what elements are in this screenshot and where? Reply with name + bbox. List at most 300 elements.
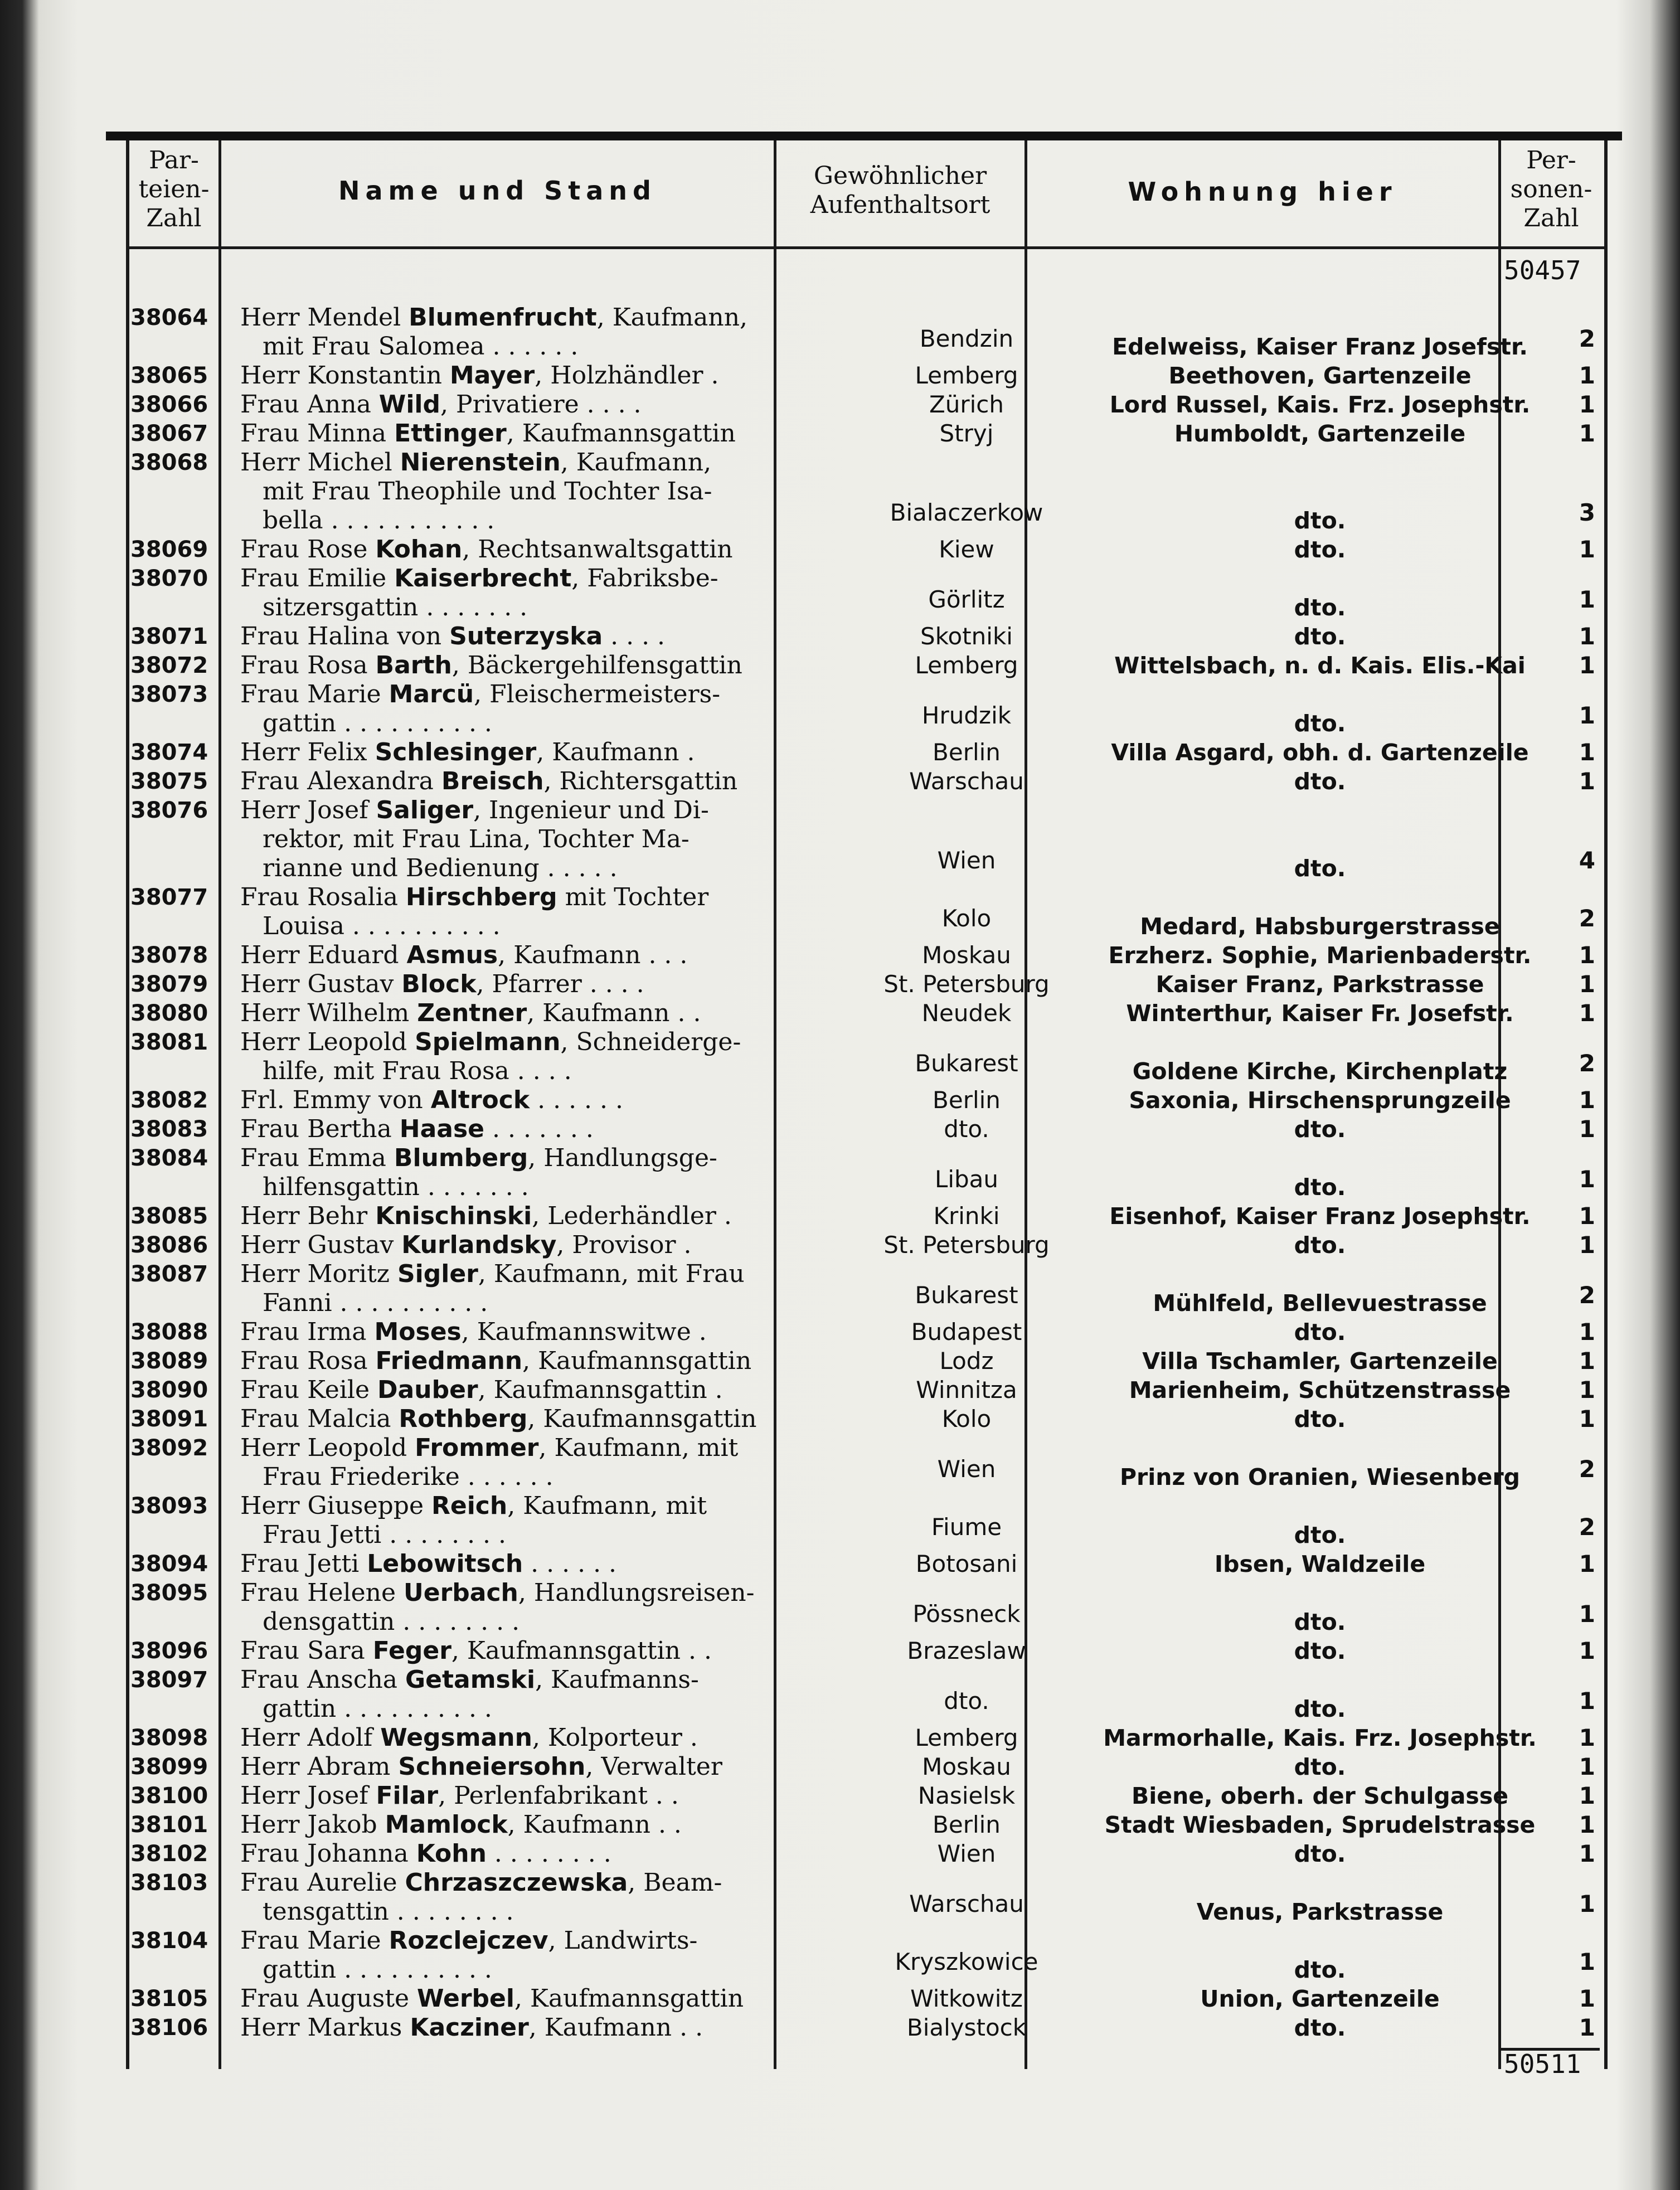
lodging-address: Venus, Parkstrasse (1196, 1898, 1444, 1925)
table-row (126, 1202, 1604, 1231)
persons-count: 1 (1579, 768, 1595, 795)
party-number: 38103 (130, 1870, 208, 1896)
party-number: 38077 (130, 885, 208, 910)
usual-residence: Warschau (909, 768, 1024, 795)
usual-residence: St. Petersburg (883, 1231, 1050, 1259)
party-number: 38104 (130, 1928, 208, 1954)
party-number: 38101 (130, 1812, 208, 1838)
party-number: 38087 (130, 1261, 208, 1287)
guest-title: Frau Anscha (240, 1665, 406, 1694)
guest-surname: Filar (376, 1781, 439, 1810)
persons-count: 1 (1579, 1890, 1595, 1917)
guest-occupation: , Kaufmann . . (527, 999, 701, 1027)
lodging-address: dto. (1294, 855, 1346, 882)
table-row (126, 1347, 1604, 1376)
persons-count: 2 (1579, 1281, 1595, 1309)
guest-title: Frau Johanna (240, 1839, 416, 1868)
party-number: 38099 (130, 1754, 208, 1780)
guest-occupation: , Richtersgattin (543, 767, 738, 795)
lodging-address: dto. (1294, 1638, 1346, 1664)
table-row (126, 390, 1604, 419)
name-continuation: hilfe, mit Frau Rosa . . . . (263, 1057, 572, 1085)
lodging-address: Villa Asgard, obh. d. Gartenzeile (1111, 739, 1529, 766)
persons-count: 1 (1579, 586, 1595, 613)
guest-occupation: , Kaufmann . (536, 738, 695, 766)
name-continuation: gattin . . . . . . . . . . (263, 1694, 492, 1723)
guest-title: Frau Rose (240, 535, 376, 564)
header-rule (126, 246, 1604, 249)
persons-count: 2 (1579, 905, 1595, 932)
table-row (126, 1723, 1604, 1752)
lodging-address: Mühlfeld, Bellevuestrasse (1153, 1290, 1487, 1317)
lodging-address: Goldene Kirche, Kirchenplatz (1132, 1058, 1508, 1085)
persons-count: 1 (1579, 1687, 1595, 1715)
guest-title: Herr Felix (240, 738, 375, 766)
persons-count: 1 (1579, 999, 1595, 1027)
lodging-address: dto. (1294, 1232, 1346, 1259)
header-address-here: Wohnung hier (1128, 177, 1397, 207)
persons-count: 1 (1579, 1550, 1595, 1577)
guest-surname: Moses (374, 1318, 462, 1346)
guest-surname: Werbel (417, 1984, 514, 2013)
persons-count: 2 (1579, 325, 1595, 352)
guest-surname: Saliger (376, 796, 474, 824)
lodging-address: Marienheim, Schützenstrasse (1129, 1377, 1511, 1404)
usual-residence: dto. (944, 1687, 989, 1715)
guest-surname: Kohn (416, 1839, 487, 1868)
guest-occupation: , Kaufmann, mit (507, 1492, 707, 1520)
persons-count: 3 (1579, 499, 1595, 526)
usual-residence: Wien (937, 1455, 996, 1483)
guest-occupation: , Kaufmann, (560, 448, 712, 477)
guest-title: Herr Michel (240, 448, 400, 477)
usual-residence: Bukarest (915, 1050, 1018, 1077)
guest-occupation: , Kolporteur . (532, 1723, 698, 1752)
table-row (126, 535, 1604, 564)
usual-residence: Warschau (909, 1890, 1024, 1917)
guest-occupation: , Bäckergehilfensgattin (451, 651, 742, 679)
guest-occupation: , Schneiderge- (560, 1028, 741, 1056)
name-continuation: rianne und Bedienung . . . . . (263, 854, 618, 882)
name-continuation: Frau Friederike . . . . . . (263, 1463, 553, 1491)
table-row (126, 1839, 1604, 1868)
party-number: 38100 (130, 1783, 208, 1809)
usual-residence: Berlin (933, 1811, 1001, 1838)
party-number: 38096 (130, 1638, 208, 1664)
carried-total: 50457 (1504, 255, 1581, 285)
party-number: 38095 (130, 1580, 208, 1606)
party-number: 38097 (130, 1667, 208, 1693)
guest-surname: Haase (399, 1115, 485, 1143)
persons-count: 1 (1579, 652, 1595, 679)
table-row (126, 564, 1604, 622)
party-number: 38085 (130, 1203, 208, 1229)
lodging-address: dto. (1294, 1116, 1346, 1143)
table-row (126, 1405, 1604, 1434)
party-number: 38070 (130, 566, 208, 591)
table-row (126, 1318, 1604, 1347)
header-party-number: Par- teien- Zahl (138, 146, 210, 232)
party-number: 38079 (130, 972, 208, 997)
persons-count: 1 (1579, 623, 1595, 650)
guest-surname: Ettinger (394, 419, 507, 448)
guest-surname: Block (401, 970, 477, 998)
guest-title: Frau Auguste (240, 1984, 417, 2013)
party-number: 38105 (130, 1986, 208, 2012)
name-continuation: mit Frau Theophile und Tochter Isa- (263, 477, 712, 506)
guest-title: Frau Malcia (240, 1405, 399, 1433)
table-row (126, 1376, 1604, 1405)
guest-title: Frau Keile (240, 1376, 378, 1404)
guest-occupation: , Kaufmann . . (528, 2013, 703, 2042)
guest-surname: Kaiserbrecht (394, 564, 572, 593)
lodging-address: Marmorhalle, Kais. Frz. Josephstr. (1103, 1725, 1537, 1751)
lodging-address: dto. (1294, 594, 1346, 621)
party-number: 38083 (130, 1116, 208, 1142)
lodging-address: dto. (1294, 1609, 1346, 1635)
guest-surname: Dauber (377, 1376, 478, 1404)
guest-occupation: . . . . (603, 622, 666, 650)
guest-surname: Mamlock (385, 1810, 508, 1839)
party-number: 38067 (130, 421, 208, 446)
lodging-address: dto. (1294, 1841, 1346, 1867)
guest-surname: Altrock (430, 1086, 530, 1114)
guest-occupation: , Ingenieur und Di- (473, 796, 709, 824)
usual-residence: Krinki (933, 1202, 1000, 1230)
guest-occupation: . . . . . . . . (486, 1839, 611, 1868)
party-number: 38091 (130, 1406, 208, 1432)
name-continuation: densgattin . . . . . . . . (263, 1608, 520, 1636)
guest-title: Frau Irma (240, 1318, 375, 1346)
name-continuation: Louisa . . . . . . . . . . (263, 912, 501, 940)
usual-residence: Neudek (921, 999, 1012, 1027)
guest-occupation: , Holzhändler . (535, 361, 719, 390)
usual-residence: Brazeslaw (907, 1637, 1026, 1664)
lodging-address: Kaiser Franz, Parkstrasse (1155, 971, 1484, 998)
guest-surname: Breisch (441, 767, 544, 795)
table-row (126, 303, 1604, 361)
usual-residence: Wien (937, 847, 996, 874)
name-continuation: rektor, mit Frau Lina, Tochter Ma- (263, 825, 690, 853)
guest-title: Herr Moritz (240, 1260, 397, 1288)
guest-title: Herr Behr (240, 1202, 376, 1230)
party-number: 38098 (130, 1725, 208, 1751)
name-continuation: sitzersgattin . . . . . . . (263, 593, 528, 621)
guest-surname: Frommer (415, 1434, 539, 1462)
guest-title: Herr Gustav (240, 1231, 402, 1259)
guest-surname: Getamski (405, 1665, 536, 1694)
guest-occupation: , Landwirts- (548, 1926, 698, 1955)
persons-count: 1 (1579, 970, 1595, 998)
usual-residence: Stryj (939, 420, 994, 447)
lodging-address: dto. (1294, 1522, 1346, 1548)
sum-total: 50511 (1504, 2049, 1581, 2079)
usual-residence: Kiew (939, 536, 994, 563)
usual-residence: Skotniki (920, 623, 1013, 650)
guest-surname: Wegsmann (380, 1723, 532, 1752)
table-row (126, 883, 1604, 941)
persons-count: 1 (1579, 1405, 1595, 1433)
lodging-address: dto. (1294, 1174, 1346, 1201)
guest-occupation: , Verwalter (585, 1752, 722, 1781)
top-rule (106, 132, 1622, 140)
name-continuation: Fanni . . . . . . . . . . (263, 1289, 488, 1317)
table-row (126, 1550, 1604, 1579)
party-number: 38093 (130, 1493, 208, 1519)
guest-title: Herr Giuseppe (240, 1492, 431, 1520)
party-number: 38078 (130, 943, 208, 968)
persons-count: 1 (1579, 420, 1595, 447)
lodging-address: dto. (1294, 1956, 1346, 1983)
guest-title: Frau Aurelie (240, 1868, 405, 1897)
guest-title: Herr Mendel (240, 303, 409, 332)
guest-surname: Sigler (397, 1260, 478, 1288)
usual-residence: Pössneck (912, 1600, 1021, 1628)
guest-surname: Zentner (417, 999, 527, 1027)
guest-title: Frau Sara (240, 1637, 373, 1665)
guest-occupation: , Fabriksbe- (571, 564, 718, 593)
guest-title: Herr Markus (240, 2013, 410, 2042)
guest-occupation: , Kaufmann . . . (498, 941, 688, 969)
table-row (126, 1781, 1604, 1810)
table-row (126, 419, 1604, 448)
usual-residence: Lemberg (915, 362, 1018, 389)
guest-occupation: , Fleischermeisters- (474, 680, 721, 708)
lodging-address: dto. (1294, 536, 1346, 563)
guest-occupation: , Lederhändler . (532, 1202, 732, 1230)
lodging-address: Union, Gartenzeile (1200, 1985, 1440, 2012)
table-row (126, 1752, 1604, 1781)
guest-occupation: , Pfarrer . . . . (476, 970, 644, 998)
party-number: 38069 (130, 537, 208, 562)
table-row (126, 1637, 1604, 1665)
table-row (126, 1810, 1604, 1839)
guest-surname: Nierenstein (400, 448, 561, 477)
party-number: 38084 (130, 1145, 208, 1171)
persons-count: 1 (1579, 1202, 1595, 1230)
guest-surname: Friedmann (375, 1347, 523, 1375)
usual-residence: Berlin (933, 1086, 1001, 1114)
lodging-address: dto. (1294, 1406, 1346, 1433)
guest-title: Frau Bertha (240, 1115, 400, 1143)
table-row (126, 1434, 1604, 1492)
persons-count: 1 (1579, 1840, 1595, 1867)
guest-title: Frl. Emmy von (240, 1086, 431, 1114)
table-row (126, 1115, 1604, 1144)
guest-title: Frau Jetti (240, 1550, 367, 1578)
usual-residence: Zürich (929, 391, 1004, 418)
persons-count: 2 (1579, 1455, 1595, 1483)
guest-occupation: , Kaufmannswitwe . (461, 1318, 707, 1346)
guest-title: Herr Jakob (240, 1810, 385, 1839)
lodging-address: Stadt Wiesbaden, Sprudelstrasse (1104, 1812, 1536, 1838)
table-row (126, 796, 1604, 883)
party-number: 38068 (130, 450, 208, 475)
persons-count: 1 (1579, 1811, 1595, 1838)
usual-residence: Kolo (941, 905, 992, 932)
persons-count: 1 (1579, 1318, 1595, 1346)
guest-title: Frau Anna (240, 390, 379, 419)
usual-residence: Lodz (939, 1347, 994, 1375)
persons-count: 1 (1579, 1985, 1595, 2012)
persons-count: 1 (1579, 941, 1595, 969)
usual-residence: Botosani (915, 1550, 1018, 1577)
lodging-address: Erzherz. Sophie, Marienbaderstr. (1108, 942, 1532, 969)
lodging-address: Edelweiss, Kaiser Franz Josefstr. (1112, 333, 1528, 360)
persons-count: 1 (1579, 739, 1595, 766)
lodging-address: dto. (1294, 1319, 1346, 1346)
name-continuation: bella . . . . . . . . . . . (263, 506, 495, 535)
guest-title: Herr Adolf (240, 1723, 381, 1752)
header-usual-residence: Gewöhnlicher Aufenthaltsort (810, 162, 990, 219)
table-row (126, 2013, 1604, 2042)
usual-residence: Libau (934, 1166, 999, 1193)
guest-title: Herr Josef (240, 1781, 376, 1810)
guest-surname: Wild (378, 390, 440, 419)
guest-title: Frau Helene (240, 1579, 404, 1607)
table-row (126, 1086, 1604, 1115)
header-name-and-status: Name und Stand (338, 176, 657, 206)
guest-occupation: , Kaufmannsgattin (506, 419, 736, 448)
guest-occupation: mit Tochter (557, 883, 709, 911)
persons-count: 1 (1579, 1782, 1595, 1809)
guest-occupation: , Perlenfabrikant . . (438, 1781, 679, 1810)
table-row (126, 1492, 1604, 1550)
lodging-address: dto. (1294, 1754, 1346, 1780)
guest-occupation: , Handlungsge- (528, 1144, 717, 1172)
lodging-address: Wittelsbach, n. d. Kais. Elis.-Kai (1114, 652, 1526, 679)
lodging-address: dto. (1294, 1696, 1346, 1722)
guest-surname: Chrzaszczewska (405, 1868, 628, 1897)
guest-title: Herr Josef (240, 796, 376, 824)
guest-occupation: , Kaufmannsgattin . . (451, 1637, 712, 1665)
lodging-address: dto. (1294, 2014, 1346, 2041)
guest-title: Herr Gustav (240, 970, 402, 998)
persons-count: 1 (1579, 536, 1595, 563)
table-row (126, 1260, 1604, 1318)
guest-title: Herr Eduard (240, 941, 407, 969)
persons-count: 1 (1579, 1637, 1595, 1664)
usual-residence: Bukarest (915, 1281, 1018, 1309)
party-number: 38092 (130, 1435, 208, 1461)
lodging-address: Biene, oberh. der Schulgasse (1131, 1783, 1509, 1809)
usual-residence: Winnitza (916, 1376, 1017, 1404)
guest-occupation: , Kaufmannsgattin (514, 1984, 744, 2013)
lodging-address: Villa Tschamler, Gartenzeile (1142, 1348, 1498, 1375)
party-number: 38071 (130, 624, 208, 649)
usual-residence: Lemberg (915, 1724, 1018, 1751)
guest-surname: Kohan (375, 535, 463, 564)
party-number: 38086 (130, 1232, 208, 1258)
guest-surname: Schneiersohn (398, 1752, 586, 1781)
table-row (126, 1868, 1604, 1926)
party-number: 38089 (130, 1348, 208, 1374)
lodging-address: Medard, Habsburgerstrasse (1140, 913, 1500, 940)
guest-occupation: . . . . . . (523, 1550, 617, 1578)
table-row (126, 1926, 1604, 1984)
lodging-address: dto. (1294, 710, 1346, 737)
party-number: 38066 (130, 392, 208, 417)
party-number: 38081 (130, 1030, 208, 1055)
guest-occupation: , Provisor . (556, 1231, 692, 1259)
guest-surname: Spielmann (415, 1028, 561, 1056)
name-continuation: Frau Jetti . . . . . . . . (263, 1521, 507, 1549)
party-number: 38072 (130, 653, 208, 678)
guest-title: Herr Konstantin (240, 361, 450, 390)
lodging-address: Beethoven, Gartenzeile (1168, 362, 1472, 389)
table-row (126, 999, 1604, 1028)
guest-surname: Suterzyska (449, 622, 603, 650)
party-number: 38064 (130, 305, 208, 331)
lodging-address: dto. (1294, 768, 1346, 795)
guest-title: Frau Rosa (240, 651, 376, 679)
usual-residence: Bendzin (919, 325, 1014, 352)
name-continuation: hilfensgattin . . . . . . . (263, 1173, 529, 1201)
table-row (126, 680, 1604, 738)
usual-residence: Görlitz (928, 586, 1005, 613)
party-number: 38102 (130, 1841, 208, 1867)
persons-count: 4 (1579, 847, 1595, 874)
party-number: 38094 (130, 1551, 208, 1577)
persons-count: 1 (1579, 1166, 1595, 1193)
persons-count: 2 (1579, 1513, 1595, 1541)
guest-title: Frau Emilie (240, 564, 395, 593)
guest-surname: Rozclejczev (389, 1926, 548, 1955)
table-row (126, 1144, 1604, 1202)
table-row (126, 1665, 1604, 1723)
guest-title: Frau Emma (240, 1144, 394, 1172)
party-number: 38106 (130, 2015, 208, 2041)
guest-surname: Uerbach (404, 1579, 518, 1607)
lodging-address: Eisenhof, Kaiser Franz Josephstr. (1109, 1203, 1531, 1230)
guest-occupation: , Kaufmann, (596, 303, 748, 332)
persons-count: 1 (1579, 2014, 1595, 2041)
table-row (126, 1579, 1604, 1637)
guest-occupation: . . . . . . (530, 1086, 623, 1114)
table-row (126, 738, 1604, 767)
guest-surname: Asmus (406, 941, 498, 969)
guest-occupation: . . . . . . . (484, 1115, 594, 1143)
guest-surname: Barth (375, 651, 452, 679)
party-number: 38088 (130, 1319, 208, 1345)
guest-occupation: , Kaufmann, mit Frau (478, 1260, 745, 1288)
table-row (126, 1028, 1604, 1086)
guest-title: Herr Abram (240, 1752, 399, 1781)
table-row (126, 970, 1604, 999)
lodging-address: Saxonia, Hirschensprungzeile (1129, 1087, 1511, 1114)
party-number: 38080 (130, 1001, 208, 1026)
table-row (126, 941, 1604, 970)
table-row (126, 622, 1604, 651)
usual-residence: Witkowitz (910, 1985, 1023, 2012)
guest-title: Frau Rosalia (240, 883, 406, 911)
usual-residence: Wien (937, 1840, 996, 1867)
guest-surname: Reich (431, 1492, 508, 1520)
table-row (126, 1984, 1604, 2013)
party-number: 38090 (130, 1377, 208, 1403)
table-row (126, 767, 1604, 796)
party-number: 38065 (130, 363, 208, 389)
persons-count: 1 (1579, 1600, 1595, 1628)
party-number: 38076 (130, 798, 208, 823)
usual-residence: Fiume (931, 1513, 1002, 1541)
guest-surname: Lebowitsch (367, 1550, 523, 1578)
guest-occupation: , Beam- (628, 1868, 722, 1897)
guest-occupation: , Privatiere . . . . (440, 390, 642, 419)
name-continuation: mit Frau Salomea . . . . . . (263, 332, 579, 361)
lodging-address: Ibsen, Waldzeile (1214, 1551, 1426, 1577)
lodging-address: Lord Russel, Kais. Frz. Josephstr. (1109, 391, 1531, 418)
